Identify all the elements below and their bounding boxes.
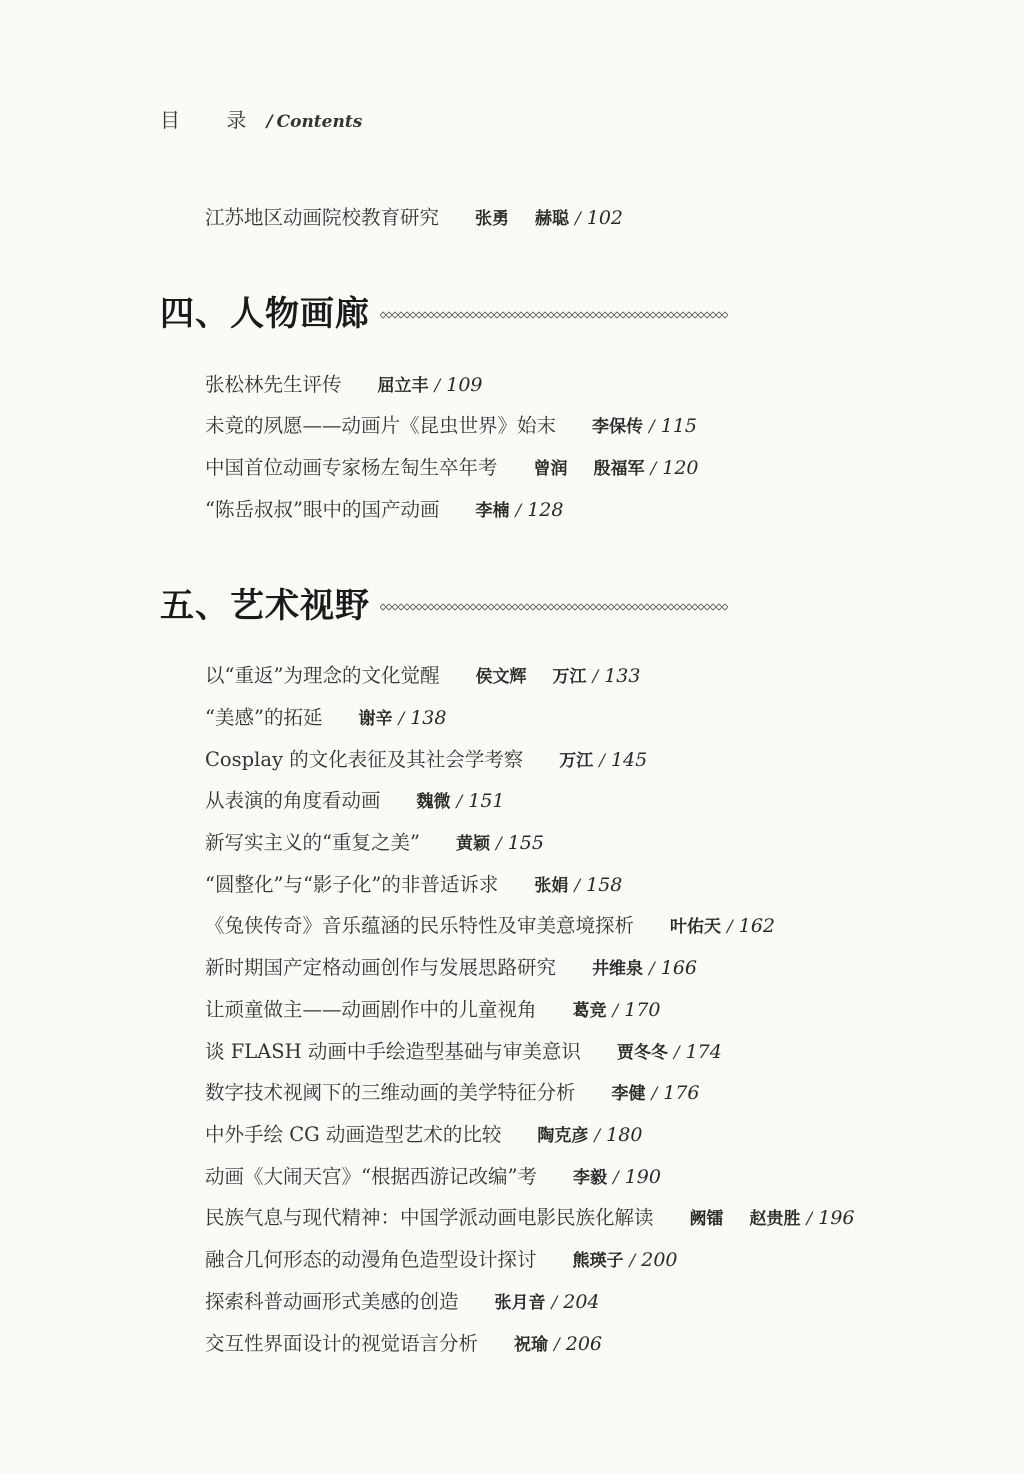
entry-page-number: 133 xyxy=(604,665,641,687)
toc-entry[interactable] xyxy=(205,1123,642,1148)
toc-entry[interactable] xyxy=(205,373,483,398)
entry-author: 曾润 xyxy=(533,459,568,479)
entry-slash: / xyxy=(398,709,405,729)
entry-page-number: 174 xyxy=(685,1041,722,1063)
entry-slash: / xyxy=(599,751,605,771)
toc-entry[interactable] xyxy=(205,1248,678,1273)
entry-author: 祝瑜 xyxy=(514,1335,549,1355)
toc-entry[interactable] xyxy=(205,1206,855,1231)
entry-page-number: 180 xyxy=(606,1124,643,1146)
entry-author: 黄颖 xyxy=(455,834,490,854)
entry-author: 殷福军 xyxy=(593,459,645,479)
entry-title: 让顽童做主——动画剧作中的儿童视角 xyxy=(205,998,537,1021)
page-header xyxy=(160,104,362,133)
entry-title: 民族气息与现代精神：中国学派动画电影民族化解读 xyxy=(205,1206,654,1229)
toc-entry[interactable] xyxy=(205,998,661,1023)
entry-author: 熊瑛子 xyxy=(572,1251,624,1271)
entry-author: 魏微 xyxy=(416,792,451,812)
entry-page-number: 162 xyxy=(738,915,776,937)
entry-title: Cosplay 的文化表征及其社会学考察 xyxy=(205,748,524,771)
toc-entry[interactable] xyxy=(205,789,505,814)
entry-title: 融合几何形态的动漫角色造型设计探讨 xyxy=(205,1248,537,1271)
toc-entry[interactable] xyxy=(205,956,697,981)
entry-author: 万江 xyxy=(559,751,594,771)
entry-slash: / xyxy=(612,1001,619,1021)
entry-author: 贾冬冬 xyxy=(616,1043,668,1063)
entry-page-number: 166 xyxy=(660,957,698,979)
entry-slash: / xyxy=(612,1168,619,1188)
toc-entry[interactable] xyxy=(205,1040,722,1065)
entry-slash: / xyxy=(806,1209,813,1229)
toc-entry[interactable] xyxy=(205,914,775,939)
entry-slash: / xyxy=(594,1126,601,1146)
entry-title: 未竟的夙愿——动画片《昆虫世界》始末 xyxy=(205,414,557,437)
toc-entry[interactable] xyxy=(205,498,563,523)
toc-entry[interactable] xyxy=(205,206,623,231)
section-heading xyxy=(160,578,728,627)
entry-page-number: 176 xyxy=(663,1082,700,1104)
entry-slash: / xyxy=(574,876,581,896)
entry-slash: / xyxy=(551,1293,558,1313)
entry-author: 阙镭 xyxy=(689,1209,724,1229)
toc-entry[interactable] xyxy=(205,456,699,481)
entry-author: 李保传 xyxy=(592,417,644,437)
toc-entry[interactable] xyxy=(205,1290,600,1315)
entry-author: 葛竞 xyxy=(572,1001,607,1021)
entry-title: “陈岳叔叔”眼中的国产动画 xyxy=(205,498,440,521)
toc-entry[interactable] xyxy=(205,706,446,731)
entry-title: 从表演的角度看动画 xyxy=(205,789,381,812)
entry-author: 张勇 xyxy=(475,209,510,229)
section-title: 五、艺术视野 xyxy=(160,586,370,626)
header-contents: Contents xyxy=(276,112,363,132)
toc-entry[interactable] xyxy=(205,414,697,439)
toc-entry[interactable] xyxy=(205,1165,661,1190)
toc-entry[interactable] xyxy=(205,664,640,689)
entry-author: 谢辛 xyxy=(358,709,393,729)
entry-title: 《兔侠传奇》音乐蕴涵的民乐特性及审美意境探析 xyxy=(205,914,635,937)
entry-slash: / xyxy=(727,917,733,937)
entry-slash: / xyxy=(649,959,655,979)
entry-author: 叶佑天 xyxy=(670,917,722,937)
entry-title: 新时期国产定格动画创作与发展思路研究 xyxy=(205,956,557,979)
entry-title: 谈 FLASH 动画中手绘造型基础与审美意识 xyxy=(205,1040,581,1063)
entry-title: 中外手绘 CG 动画造型艺术的比较 xyxy=(205,1123,502,1146)
entry-page-number: 102 xyxy=(586,207,624,229)
entry-page-number: 151 xyxy=(468,790,505,812)
entry-title: 新写实主义的“重复之美” xyxy=(205,831,420,854)
entry-slash: / xyxy=(575,209,581,229)
entry-title: 动画《大闹天宫》“根据西游记改编”考 xyxy=(205,1165,537,1188)
entry-title: 数字技术视阈下的三维动画的美学特征分析 xyxy=(205,1081,576,1104)
entry-slash: / xyxy=(495,834,502,854)
entry-slash: / xyxy=(592,667,599,687)
toc-entry[interactable] xyxy=(205,1332,602,1357)
entry-page-number: 120 xyxy=(662,457,699,479)
entry-author: 李健 xyxy=(611,1084,646,1104)
entry-page-number: 196 xyxy=(818,1207,855,1229)
entry-author: 张娟 xyxy=(534,876,569,896)
toc-entry[interactable] xyxy=(205,1081,700,1106)
entry-page-number: 190 xyxy=(624,1166,661,1188)
entry-page-number: 206 xyxy=(565,1333,603,1355)
entry-author: 赫聪 xyxy=(535,209,570,229)
entry-page-number: 145 xyxy=(610,749,648,771)
entry-author: 李楠 xyxy=(475,501,510,521)
entry-title: “圆整化”与“影子化”的非普适诉求 xyxy=(205,873,499,896)
entry-slash: / xyxy=(649,417,655,437)
entry-author: 侯文辉 xyxy=(475,667,527,687)
section-title: 四、人物画廊 xyxy=(160,294,370,334)
entry-author: 陶克彦 xyxy=(537,1126,589,1146)
entry-page-number: 200 xyxy=(641,1249,678,1271)
entry-slash: / xyxy=(554,1335,560,1355)
entry-author: 井维泉 xyxy=(592,959,644,979)
entry-title: 交互性界面设计的视觉语言分析 xyxy=(205,1332,479,1355)
entry-title: 中国首位动画专家杨左匋生卒年考 xyxy=(205,456,498,479)
entry-page-number: 115 xyxy=(660,415,698,437)
entry-author: 李毅 xyxy=(572,1168,607,1188)
entry-slash: / xyxy=(629,1251,636,1271)
entry-title: 以“重返”为理念的文化觉醒 xyxy=(205,664,440,687)
header-mulu: 目 录 xyxy=(160,108,267,132)
entry-slash: / xyxy=(434,376,441,396)
entry-slash: / xyxy=(456,792,463,812)
entry-author: 张月音 xyxy=(494,1293,546,1313)
toc-entry[interactable] xyxy=(205,748,647,773)
entry-title: 探索科普动画形式美感的创造 xyxy=(205,1290,459,1313)
section-ornament-rule xyxy=(380,603,728,611)
entry-title: 江苏地区动画院校教育研究 xyxy=(205,206,440,229)
entry-slash: / xyxy=(673,1043,680,1063)
entry-page-number: 138 xyxy=(410,707,447,729)
section-heading xyxy=(160,286,728,335)
header-separator: / xyxy=(266,112,273,132)
entry-author: 屈立丰 xyxy=(377,376,429,396)
toc-entry[interactable] xyxy=(205,831,544,856)
entry-slash: / xyxy=(651,1084,658,1104)
entry-page-number: 128 xyxy=(527,499,564,521)
entry-page-number: 158 xyxy=(586,874,623,896)
entry-slash: / xyxy=(515,501,522,521)
entry-page-number: 155 xyxy=(507,832,544,854)
entry-title: “美感”的拓延 xyxy=(205,706,323,729)
entry-title: 张松林先生评传 xyxy=(205,373,342,396)
entry-author: 赵贵胜 xyxy=(749,1209,801,1229)
entry-slash: / xyxy=(650,459,657,479)
entry-author: 万江 xyxy=(552,667,587,687)
entry-page-number: 109 xyxy=(446,374,483,396)
toc-entry[interactable] xyxy=(205,873,622,898)
entry-page-number: 170 xyxy=(624,999,661,1021)
section-ornament-rule xyxy=(380,311,728,319)
entry-page-number: 204 xyxy=(563,1291,600,1313)
